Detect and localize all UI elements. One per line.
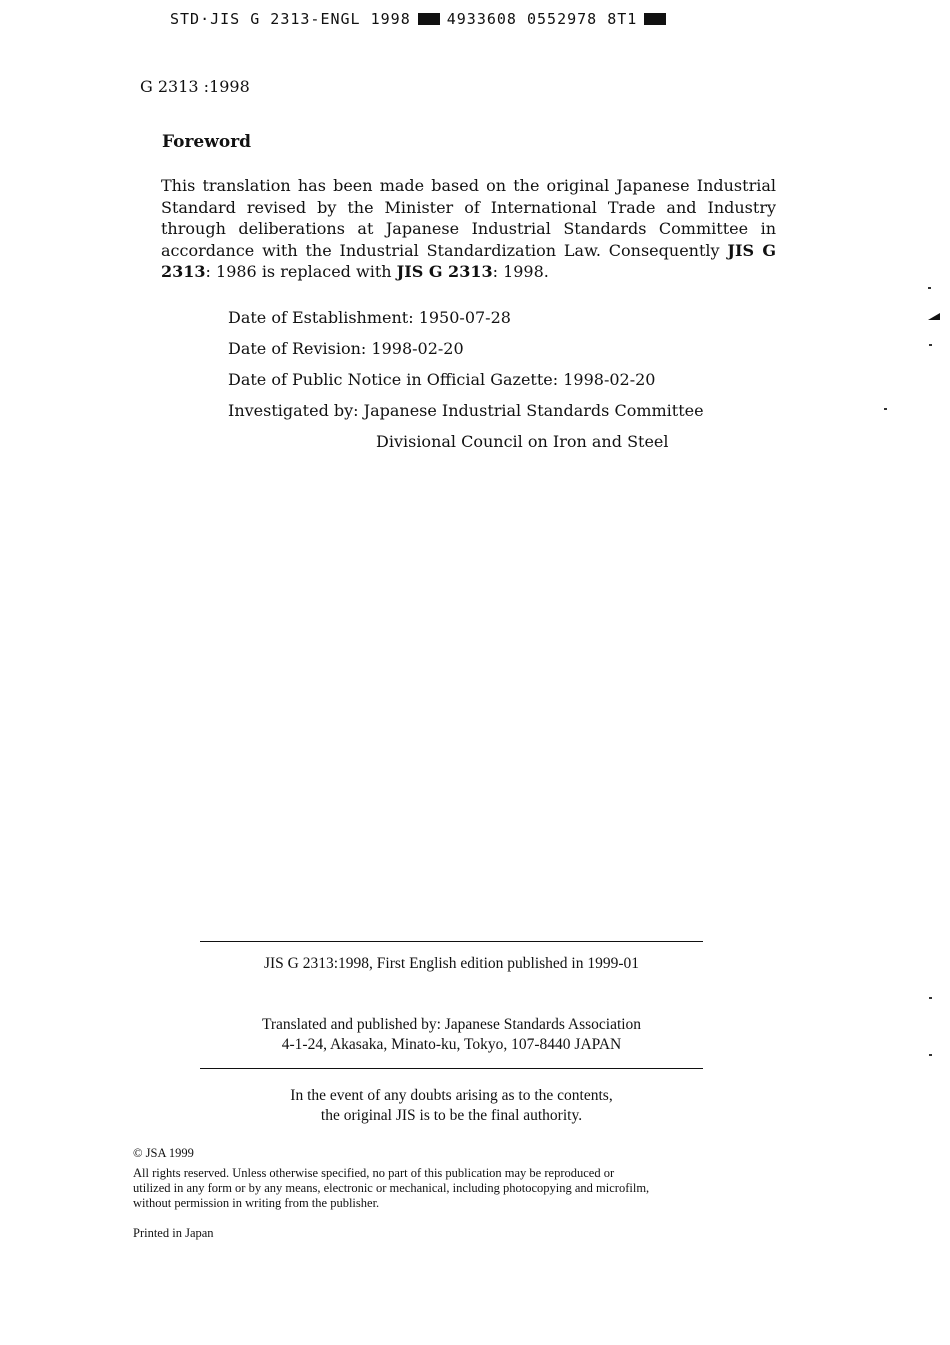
authority-line-1: In the event of any doubts arising as to the contents, (290, 1087, 613, 1104)
header-middle-code: 4933608 0552978 8T1 (446, 10, 638, 28)
old-standard-ref: JIS G 2313 (161, 240, 777, 281)
foreword-text: This translation has been made based on the original Japanese Industrial Standard revised by the Minister of International Trade and Industry through deliberations at Japanese Industrial Standards Committee in accordance with the Industrial Standardization Law. Consequently (161, 176, 776, 260)
edition-line: JIS G 2313:1998, First English edition published in 1999-01 (263, 955, 640, 972)
scan-speck (884, 408, 887, 410)
divisional-council: Divisional Council on Iron and Steel (376, 432, 669, 451)
header-block-mark-end (644, 13, 666, 25)
foreword-paragraph (161, 175, 776, 283)
rights-line-3: without permission in writing from the publisher. (133, 1196, 380, 1210)
date-block (228, 302, 704, 457)
authority-line-2: the original JIS is to be the final authority. (320, 1107, 583, 1124)
scan-speck (929, 997, 932, 999)
header-left-code: STD·JIS G 2313-ENGL 1998 (170, 10, 411, 28)
copyright-notice: © JSA 1999 (133, 1146, 194, 1160)
foreword-text-end: : 1998. (492, 262, 549, 281)
scan-speck (929, 344, 932, 346)
scan-mark (928, 313, 940, 320)
publisher-line: Translated and published by: Japanese Standards Association (261, 1016, 642, 1033)
foreword-text-replaced: : 1986 is replaced with (205, 262, 397, 281)
new-standard-ref: JIS G 2313 (396, 262, 493, 281)
investigated-by: Investigated by: Japanese Industrial Standards Committee (228, 401, 704, 420)
date-public-notice: Date of Public Notice in Official Gazette: 1998-02-20 (228, 370, 656, 389)
document-number: G 2313 :1998 (140, 77, 250, 96)
scan-speck (929, 1054, 932, 1056)
divider-top (200, 941, 703, 942)
foreword-title: Foreword (162, 132, 252, 152)
page-header-code (170, 8, 770, 30)
date-establishment: Date of Establishment: 1950-07-28 (228, 308, 511, 327)
publisher-address: 4-1-24, Akasaka, Minato-ku, Tokyo, 107-8440 JAPAN (281, 1036, 622, 1053)
scan-speck (928, 287, 931, 289)
divider-bottom (200, 1068, 703, 1069)
rights-line-2: utilized in any form or by any means, electronic or mechanical, including photocopying and microfilm, (133, 1181, 650, 1195)
header-block-mark (418, 13, 440, 25)
date-revision: Date of Revision: 1998-02-20 (228, 339, 464, 358)
rights-line-1: All rights reserved. Unless otherwise specified, no part of this publication may be reproduced or (133, 1166, 615, 1180)
printed-in: Printed in Japan (133, 1226, 214, 1240)
